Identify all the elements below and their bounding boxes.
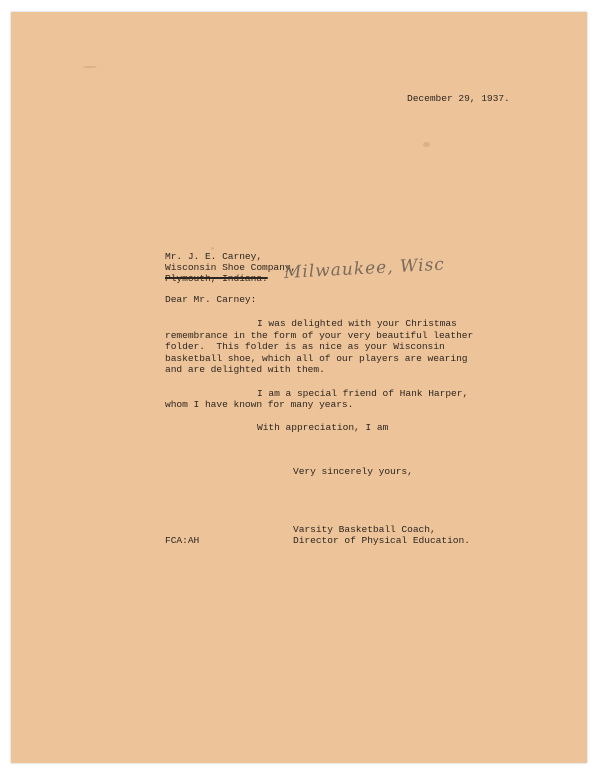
recipient-address-struck: Plymouth, Indiana. <box>165 273 268 284</box>
body-line: I am a special friend of Hank Harper, <box>257 388 469 399</box>
typist-initials: FCA:AH <box>165 535 200 546</box>
body-line: and are delighted with them. <box>165 364 325 375</box>
body-line: remembrance in the form of your very beautiful leather <box>165 330 474 341</box>
paper-speck <box>211 247 214 250</box>
signature-title: Director of Physical Education. <box>293 535 470 546</box>
body-line: whom I have known for many years. <box>165 399 354 410</box>
paper-speck <box>83 66 97 68</box>
body-line: basketball shoe, which all of our players are wearing <box>165 353 468 364</box>
body-line: folder. This folder is as nice as your Wisconsin <box>165 341 445 352</box>
paper-speck <box>423 142 430 147</box>
salutation: Dear Mr. Carney: <box>165 294 257 305</box>
body-line: I was delighted with your Christmas <box>257 318 457 329</box>
signature-title: Varsity Basketball Coach, <box>293 524 436 535</box>
recipient-company: Wisconsin Shoe Company, <box>165 262 297 273</box>
letter-date: December 29, 1937. <box>407 93 510 104</box>
recipient-name: Mr. J. E. Carney, <box>165 251 263 262</box>
appreciation-line: With appreciation, I am <box>257 422 389 433</box>
closing: Very sincerely yours, <box>293 466 413 477</box>
handwritten-address: Milwaukee, Wisc <box>283 254 446 283</box>
